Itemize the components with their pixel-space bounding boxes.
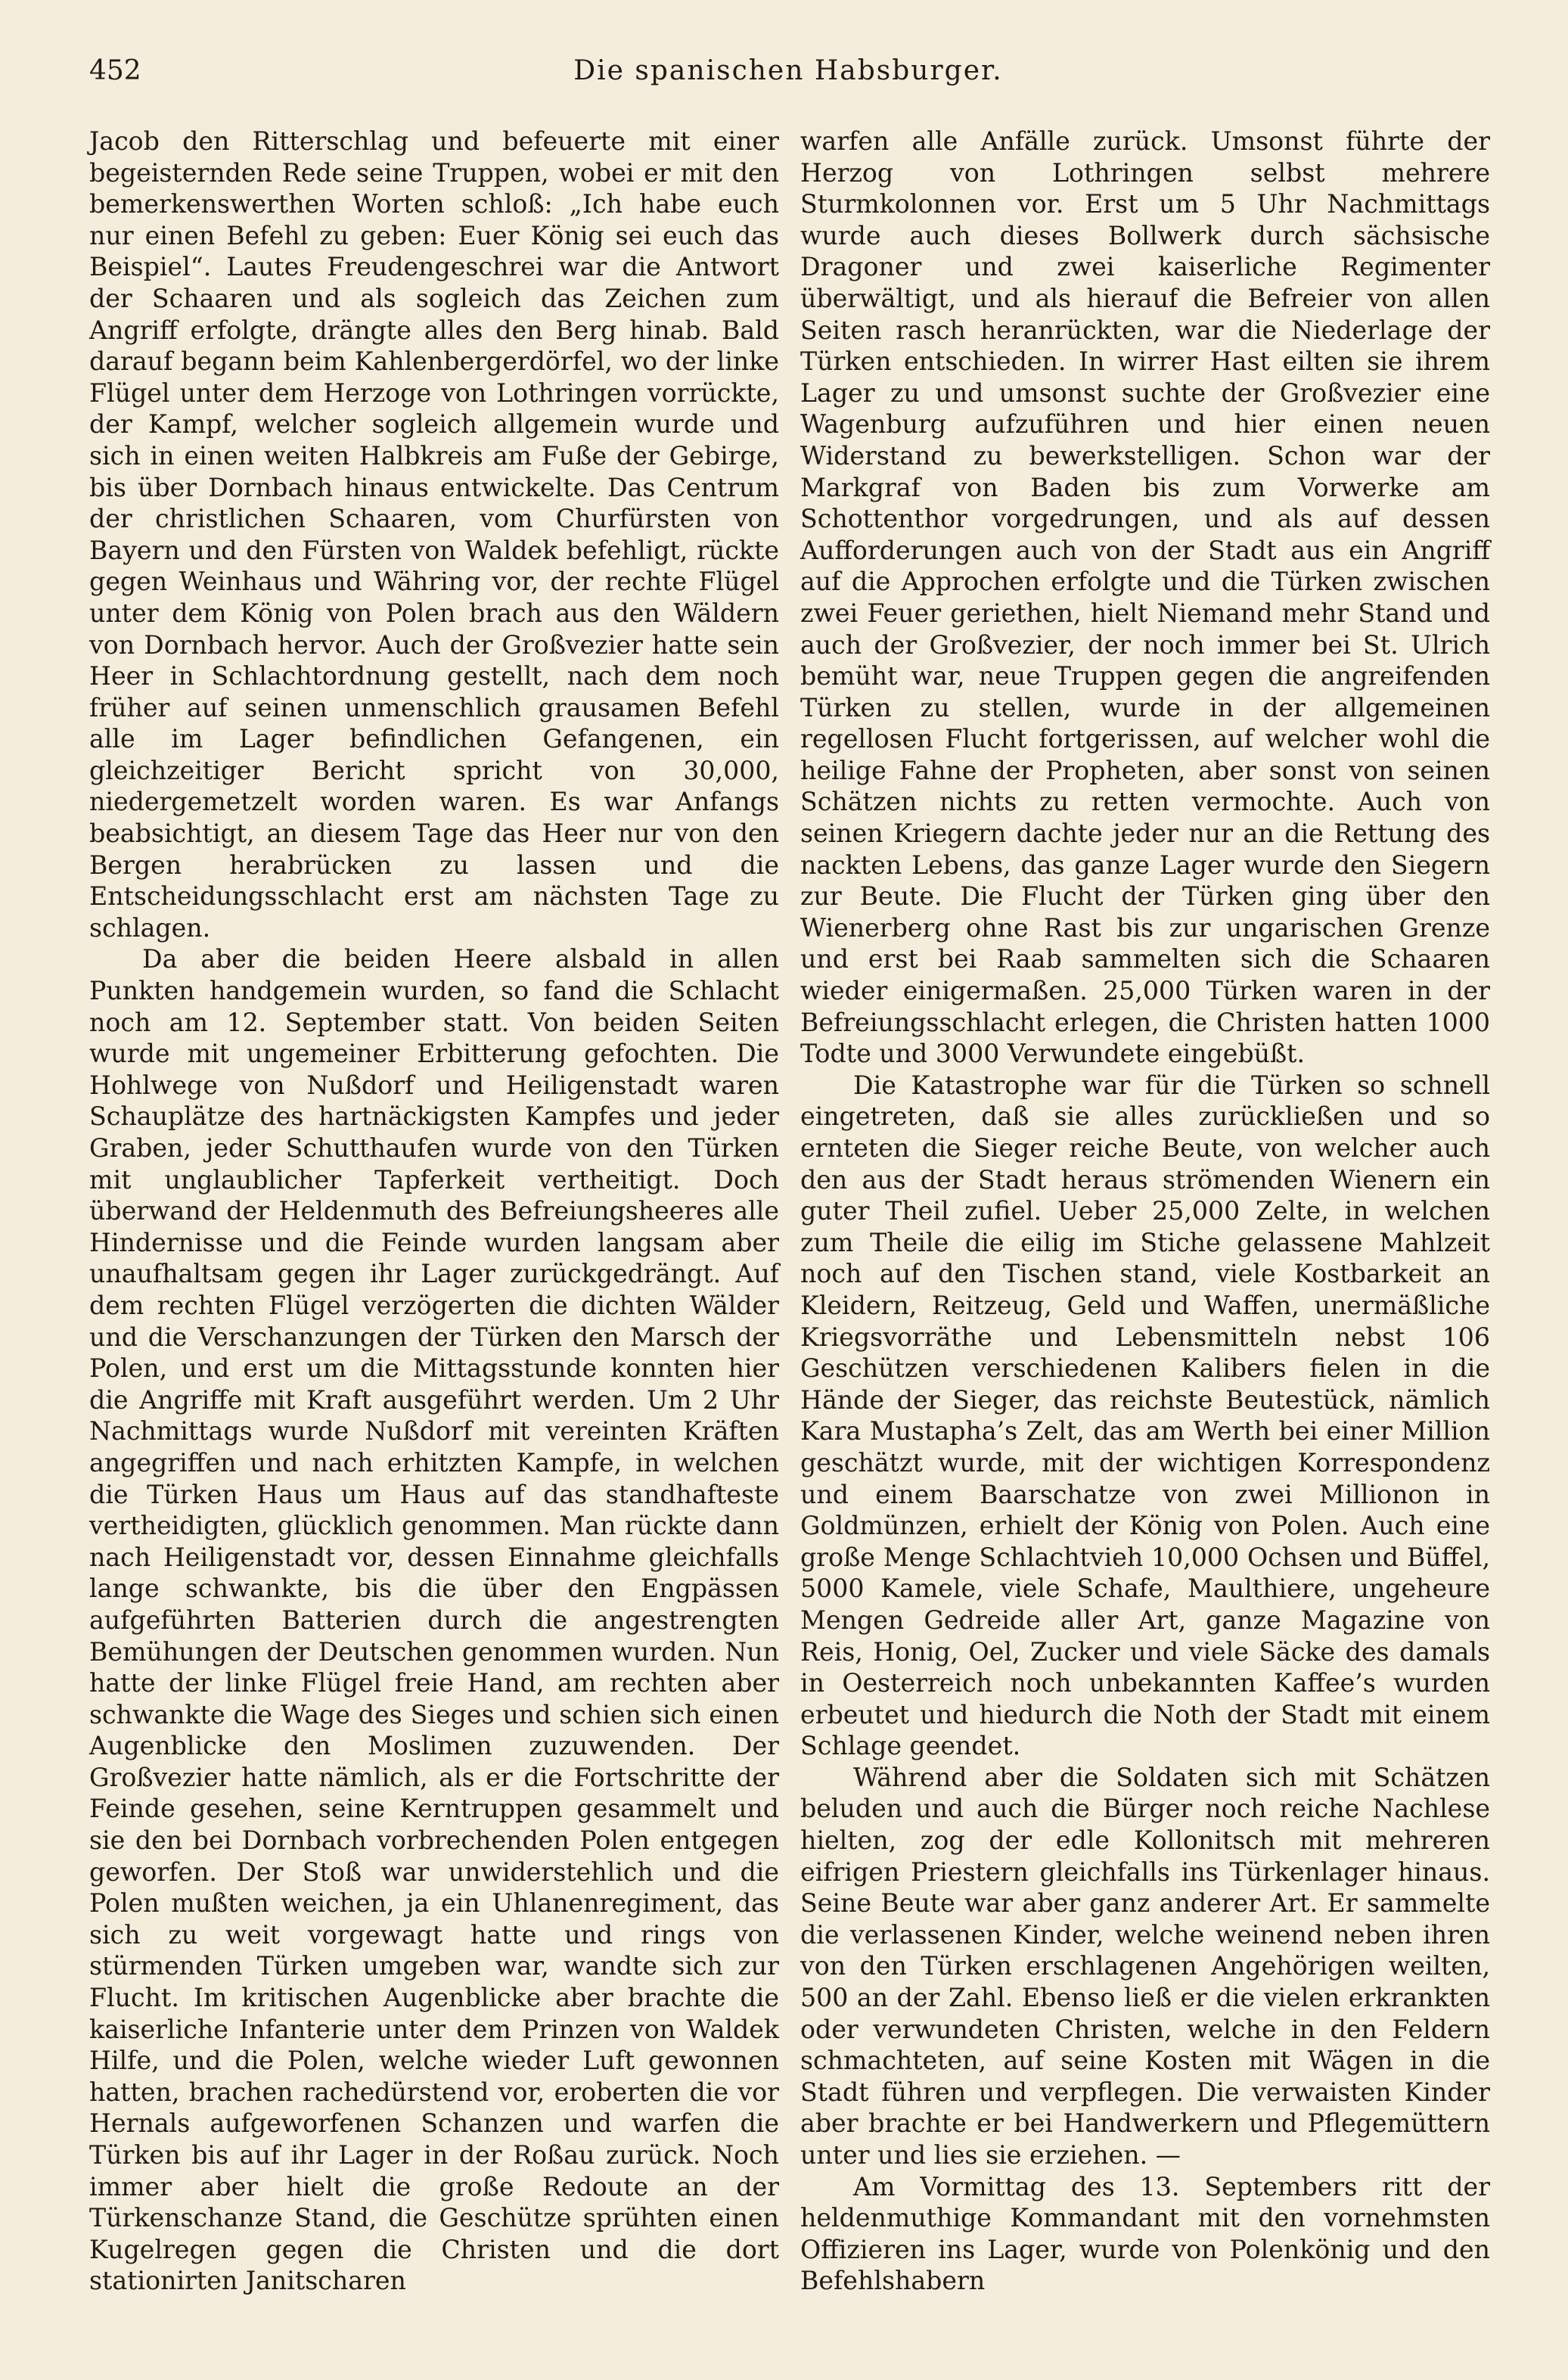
paragraph: Die Katastrophe war für die Türken so schnell eingetreten, daß sie alles zurückließen und so ernteten die Sieger reiche Beute, von welcher auch den aus der Stadt heraus strömenden Wienern ein guter Theil zufiel. Ueber 25,000 Zelte, in welchen zum Theile die eilig im Stiche gelassene Mahlzeit noch auf den Tischen stand, viele Kostbarkeit an Kleidern, Reitzeug, Geld und Waffen, unermäßliche Kriegsvorräthe und Lebensmitteln nebst 106 Geschützen verschiedenen Kalibers fielen in die Hände der Sieger, das reichste Beutestück, nämlich Kara Mustapha’s Zelt, das am Werth bei einer Million geschätzt wurde, mit der wichtigen Korrespondenz und einem Baarschatze von zwei Millionon in Goldmünzen, erhielt der König von Polen. Auch eine große Menge Schlachtvieh 10,000 Ochsen und Büffel, 5000 Kamele, viele Schafe, Maulthiere, ungeheure Mengen Gedreide aller Art, ganze Magazine von Reis, Honig, Oel, Zucker und viele Säcke des damals in Oesterreich noch unbekannten Kaffee’s wurden erbeutet und hiedurch die Noth der Stadt mit einem Schlage geendet. [800, 1070, 1490, 1761]
paragraph: Während aber die Soldaten sich mit Schätzen beluden und auch die Bürger noch reiche Nachlese hielten, zog der edle Kollonitsch mit mehreren eifrigen Priestern gleichfalls ins Türkenlager hinaus. Seine Beute war aber ganz anderer Art. Er sammelte die verlassenen Kinder, welche weinend neben ihren von den Türken erschlagenen Angehörigen weilten, 500 an der Zahl. Ebenso ließ er die vielen erkrankten oder verwundeten Christen, welche in den Feldern schmachteten, auf seine Kosten mit Wägen in die Stadt führen und verpflegen. Die verwaisten Kinder aber brachte er bei Handwerkern und Pflegemüttern unter und lies sie erziehen. — [800, 1762, 1490, 2170]
paragraph: Da aber die beiden Heere alsbald in allen Punkten handgemein wurden, so fand die Schlacht noch am 12. September statt. Von beiden Seiten wurde mit ungemeiner Erbitterung gefochten. Die Hohlwege von Nußdorf und Heiligenstadt waren Schauplätze des hartnäckigsten Kampfes und jeder Graben, jeder Schutthaufen wurde von den Türken mit unglaublicher Tapferkeit vertheitigt. Doch überwand der Heldenmuth des Befreiungsheeres alle Hindernisse und die Feinde wurden langsam aber unaufhaltsam gegen ihr Lager zurückgedrängt. Auf dem rechten Flügel verzögerten die dichten Wälder und die Verschanzungen der Türken den Marsch der Polen, und erst um die Mittagsstunde konnten hier die Angriffe mit Kraft ausgeführt werden. Um 2 Uhr Nachmittags wurde Nußdorf mit vereinten Kräften angegriffen und nach erhitzten Kampfe, in welchen die Türken Haus um Haus auf das standhafteste vertheidigten, glücklich genommen. Man rückte dann nach Heiligenstadt vor, dessen Einnahme gleichfalls lange schwankte, bis die über den Engpässen aufgeführten Batterien durch die angestrengten Bemühungen der Deutschen genommen wurden. Nun hatte der linke Flügel freie Hand, am rechten aber schwankte die Wage des Sieges und schien sich einen Augenblicke den Moslimen zuzuwenden. Der Großvezier hatte nämlich, als er die Fortschritte der Feinde gesehen, seine Kerntruppen gesammelt und sie den bei Dornbach vorbrechenden Polen entgegen geworfen. Der Stoß war unwiderstehlich und die Polen mußten weichen, ja ein Uhlanenregiment, das sich zu weit vorgewagt hatte und rings von stürmenden Türken umgeben war, wandte sich zur Flucht. Im kritischen Augenblicke aber brachte die kaiserliche Infanterie unter dem Prinzen von Waldek Hilfe, und die Polen, welche wieder Luft gewonnen hatten, brachen rachedürstend vor, eroberten die vor Hernals aufgeworfenen Schanzen und warfen die Türken bis auf ihr Lager in der Roßau zurück. Noch immer aber hielt die große Redoute an der Türkenschanze Stand, die Geschütze sprühten einen Kugelregen gegen die Christen und die dort stationirten Janitscharen [89, 944, 779, 2296]
paragraph: Am Vormittag des 13. Septembers ritt der heldenmuthige Kommandant mit den vornehmsten Offizieren ins Lager, wurde von Polenkönig und den Befehlshabern [800, 2171, 1490, 2296]
paragraph: warfen alle Anfälle zurück. Umsonst führte der Herzog von Lothringen selbst mehrere Sturmkolonnen vor. Erst um 5 Uhr Nachmittags wurde auch dieses Bollwerk durch sächsische Dragoner und zwei kaiserliche Regimenter überwältigt, und als hierauf die Befreier von allen Seiten rasch heranrückten, war die Niederlage der Türken entschieden. In wirrer Hast eilten sie ihrem Lager zu und umsonst suchte der Großvezier eine Wagenburg aufzuführen und hier einen neuen Widerstand zu bewerkstelligen. Schon war der Markgraf von Baden bis zum Vorwerke am Schottenthor vorgedrungen, und als auf dessen Aufforderungen auch von der Stadt aus ein Angriff auf die Approchen erfolgte und die Türken zwischen zwei Feuer geriethen, hielt Niemand mehr Stand und auch der Großvezier, der noch immer bei St. Ulrich bemüht war, neue Truppen gegen die angreifenden Türken zu stellen, wurde in der allgemeinen regellosen Flucht fortgerissen, auf welcher wohl die heilige Fahne der Propheten, aber sonst von seinen Schätzen nichts zu retten vermochte. Auch von seinen Kriegern dachte jeder nur an die Rettung des nackten Lebens, das ganze Lager wurde den Siegern zur Beute. Die Flucht der Türken ging über den Wienerberg ohne Rast bis zur ungarischen Grenze und erst bei Raab sammelten sich die Schaaren wieder einigermaßen. 25,000 Türken waren in der Befreiungsschlacht erlegen, die Christen hatten 1000 Todte und 3000 Verwundete eingebüßt. [800, 126, 1490, 1069]
page-header [89, 48, 1487, 94]
right-column [800, 126, 1490, 2297]
paragraph: Jacob den Ritterschlag und befeuerte mit einer begeisternden Rede seine Truppen, wobei er mit den bemerkenswerthen Worten schloß: „Ich habe euch nur einen Befehl zu geben: Euer König sei euch das Beispiel“. Lautes Freudengeschrei war die Antwort der Schaaren und als sogleich das Zeichen zum Angriff erfolgte, drängte alles den Berg hinab. Bald darauf begann beim Kahlenbergerdörfel, wo der linke Flügel unter dem Herzoge von Lothringen vorrückte, der Kampf, welcher sogleich allgemein wurde und sich in einen weiten Halbkreis am Fuße der Gebirge, bis über Dornbach hinaus entwickelte. Das Centrum der christlichen Schaaren, vom Churfürsten von Bayern und den Fürsten von Waldek befehligt, rückte gegen Weinhaus und Währing vor, der rechte Flügel unter dem König von Polen brach aus den Wäldern von Dornbach hervor. Auch der Großvezier hatte sein Heer in Schlachtordnung gestellt, nach dem noch früher auf seinen unmenschlich grausamen Befehl alle im Lager befindlichen Gefangenen, ein gleichzeitiger Bericht spricht von 30,000, niedergemetzelt worden waren. Es war Anfangs beabsichtigt, an diesem Tage das Heer nur von den Bergen herabrücken zu lassen und die Entscheidungsschlacht erst am nächsten Tage zu schlagen. [89, 126, 779, 943]
running-title: Die spanischen Habsburger. [573, 55, 1003, 86]
page-number: 452 [89, 55, 141, 86]
left-column [89, 126, 779, 2297]
